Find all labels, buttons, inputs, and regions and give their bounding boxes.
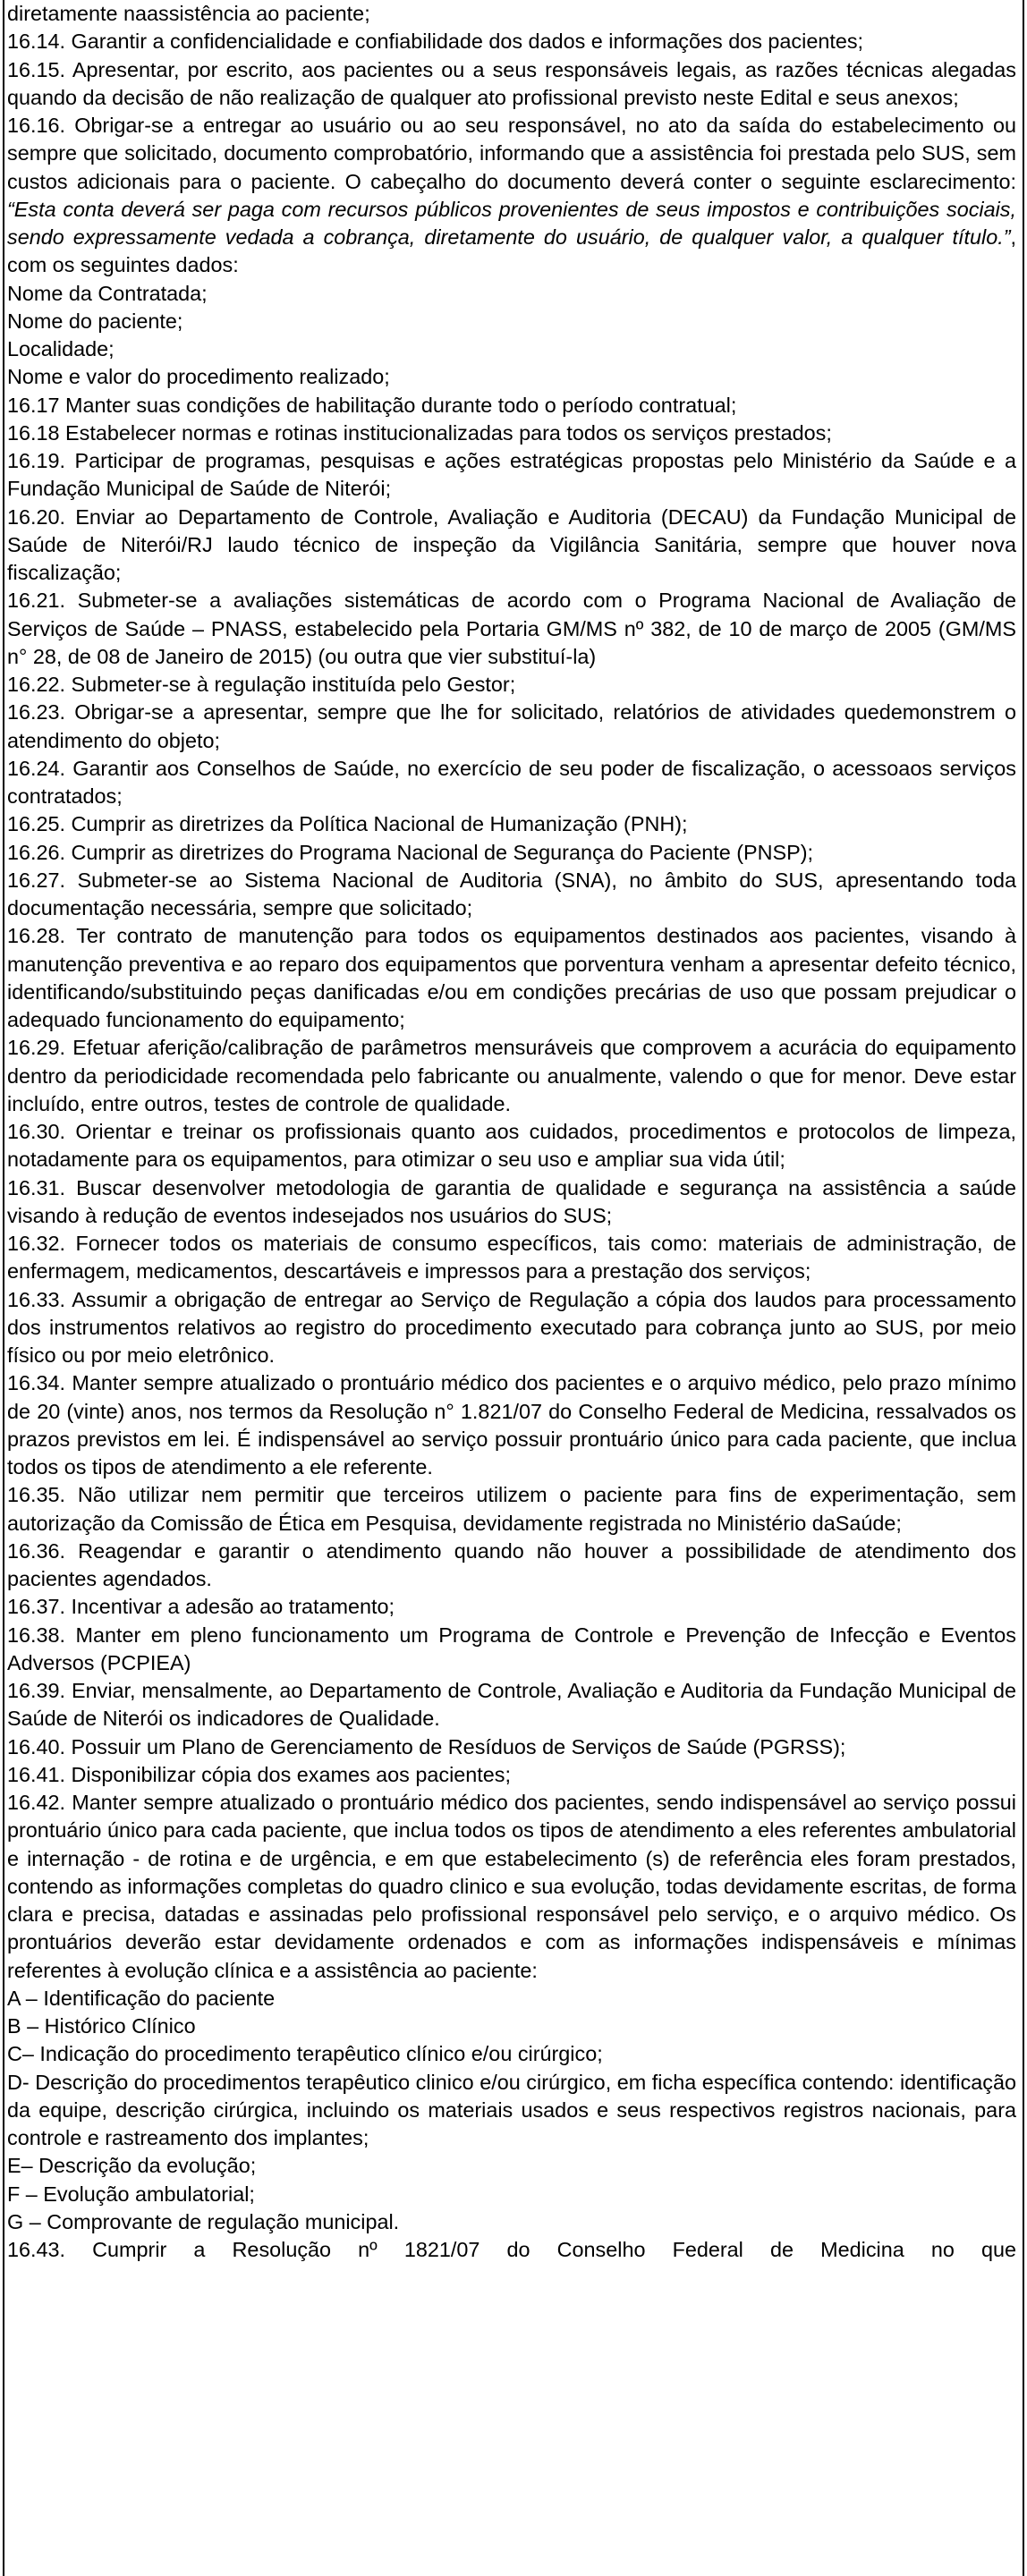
list-item-a: A – Identificação do paciente [7, 1986, 276, 2010]
paragraph-16-37: 16.37. Incentivar a adesão ao tratamento; [7, 1595, 395, 1619]
paragraph-16-38: 16.38. Manter em pleno funcionamento um Programa de Controle e Prevenção de Infecção e Eventos Adversos (PCPIEA) [7, 1623, 1016, 1674]
paragraph-intro: diretamente naassistência ao paciente; [7, 2, 370, 25]
paragraph-16-31: 16.31. Buscar desenvolver metodologia de garantia de qualidade e segurança na assistência a saúde visando à redução de eventos indesejados nos usuários do SUS; [7, 1175, 1016, 1227]
list-item-d: D- Descrição do procedimentos terapêutico clinico e/ou cirúrgico, em ficha específica contendo: identificação da equipe, descrição cirúrgica, incluindo os materiais usados e seus respectivos registros nacionais, para controle e rastreamento dos implantes; [7, 2070, 1016, 2149]
paragraph-16-25: 16.25. Cumprir as diretrizes da Política Nacional de Humanização (PNH); [7, 812, 688, 836]
paragraph-16-21: 16.21. Submeter-se a avaliações sistemáticas de acordo com o Programa Nacional de Avaliação de Serviços de Saúde – PNASS, estabelecido pela Portaria GM/MS nº 382, de 10 de março de 2005 (GM/MS n° 28, de 08 de Janeiro de 2015) (ou outra que vier substituí-la) [7, 589, 1016, 668]
paragraph-16-34: 16.34. Manter sempre atualizado o prontuário médico dos pacientes e o arquivo médico, pelo prazo mínimo de 20 (vinte) anos, nos termos da Resolução n° 1.821/07 do Conselho Federal de Medicina, ressalvados os prazos previstos em lei. É indispensável ao serviço possuir prontuário único para cada paciente, que inclua todos os tipos de atendimento a ele referente. [7, 1371, 1016, 1479]
paragraph-16-16-text: 16.16. Obrigar-se a entregar ao usuário ou ao seu responsável, no ato da saída do estabelecimento ou sempre que solicitado, documento comprobatório, informando que a assistência foi prestada pelo SUS, sem custos adicionais para o paciente. O cabeçalho do documento deverá conter o seguinte esclarecimento: [7, 114, 1016, 193]
paragraph-16-28: 16.28. Ter contrato de manutenção para todos os equipamentos destinados aos pacientes, visando à manutenção preventiva e ao reparo dos equipamentos que porventura venham a apresentar defeito técnico, identificando/substituindo peças danificadas e/ou em condições precárias de uso que possam prejudicar o adequado funcionamento do equipamento; [7, 924, 1016, 1031]
paragraph-16-40: 16.40. Possuir um Plano de Gerenciamento de Resíduos de Serviços de Saúde (PGRSS); [7, 1734, 846, 1758]
paragraph-16-15: 16.15. Apresentar, por escrito, aos pacientes ou a seus responsáveis legais, as razões técnicas alegadas quando da decisão de não realização de qualquer ato profissional previsto neste Edital e seus anexos; [7, 57, 1016, 109]
paragraph-16-20: 16.20. Enviar ao Departamento de Controle, Avaliação e Auditoria (DECAU) da Fundação Municipal de Saúde de Niterói/RJ laudo técnico de inspeção da Vigilância Sanitária, sempre que houver nova fiscalização; [7, 504, 1016, 584]
paragraph-16-42: 16.42. Manter sempre atualizado o prontuário médico dos pacientes, sendo indispensável ao serviço possui prontuário único para cada paciente, que inclua todos os tipos de atendimento a eles referentes ambulatorial e internação - de rotina e de urgência, e em que estabelecimento (s) de referência eles foram prestados, contendo as informações completas do quadro clinico e sua evolução, todas devidamente escritas, de forma clara e precisa, datadas e assinadas pelo profissional responsável pelo serviço, e o arquivo médico. Os prontuários deverão estar devidamente ordenados e com as informações indispensáveis e mínimas referentes à evolução clínica e a assistência ao paciente: [7, 1791, 1016, 1982]
field-nome-valor: Nome e valor do procedimento realizado; [7, 365, 390, 389]
paragraph-16-23: 16.23. Obrigar-se a apresentar, sempre que lhe for solicitado, relatórios de atividades quedemonstrem o atendimento do objeto; [7, 700, 1016, 752]
list-item-e: E– Descrição da evolução; [7, 2154, 257, 2178]
paragraph-16-33: 16.33. Assumir a obrigação de entregar ao Serviço de Regulação a cópia dos laudos para processamento dos instrumentos relativos ao registro do procedimento executado para cobrança junto ao SUS, por meio físico ou por meio eletrônico. [7, 1287, 1016, 1367]
paragraph-16-24: 16.24. Garantir aos Conselhos de Saúde, no exercício de seu poder de fiscalização, o acessoaos serviços contratados; [7, 756, 1016, 808]
field-nome-contratada: Nome da Contratada; [7, 281, 208, 305]
paragraph-16-39: 16.39. Enviar, mensalmente, ao Departamento de Controle, Avaliação e Auditoria da Fundação Municipal de Saúde de Niterói os indicadores de Qualidade. [7, 1679, 1016, 1731]
paragraph-16-36: 16.36. Reagendar e garantir o atendimento quando não houver a possibilidade de atendimento dos pacientes agendados. [7, 1538, 1016, 1590]
paragraph-16-35: 16.35. Não utilizar nem permitir que terceiros utilizem o paciente para fins de experimentação, sem autorização da Comissão de Ética em Pesquisa, devidamente registrada no Ministério daSaúde; [7, 1483, 1016, 1535]
paragraph-16-16-tail: , com os seguintes dados: [7, 225, 1016, 277]
list-item-b: B – Histórico Clínico [7, 2014, 196, 2038]
field-localidade: Localidade; [7, 337, 115, 360]
paragraph-16-30: 16.30. Orientar e treinar os profissionais quanto aos cuidados, procedimentos e protocolos de limpeza, notadamente para os equipamentos, para otimizar o seu uso e ampliar sua vida útil; [7, 1120, 1016, 1172]
paragraph-16-27: 16.27. Submeter-se ao Sistema Nacional de Auditoria (SNA), no âmbito do SUS, apresentando toda documentação necessária, sempre que solicitado; [7, 868, 1016, 919]
paragraph-16-18: 16.18 Estabelecer normas e rotinas institucionalizadas para todos os serviços prestados; [7, 420, 832, 445]
paragraph-16-41: 16.41. Disponibilizar cópia dos exames aos pacientes; [7, 1762, 511, 1786]
field-nome-paciente: Nome do paciente; [7, 309, 183, 333]
paragraph-16-19: 16.19. Participar de programas, pesquisas e ações estratégicas propostas pelo Ministério da Saúde e a Fundação Municipal de Saúde de Niterói; [7, 449, 1016, 501]
paragraph-16-17: 16.17 Manter suas condições de habilitação durante todo o período contratual; [7, 393, 737, 417]
paragraph-16-14: 16.14. Garantir a confidencialidade e confiabilidade dos dados e informações dos pacientes; [7, 30, 864, 54]
paragraph-16-26: 16.26. Cumprir as diretrizes do Programa Nacional de Segurança do Paciente (PNSP); [7, 840, 813, 864]
list-item-g: G – Comprovante de regulação municipal. [7, 2209, 400, 2233]
paragraph-16-32: 16.32. Fornecer todos os materiais de consumo específicos, tais como: materiais de administração, de enfermagem, medicamentos, descartáveis e impressos para a prestação dos serviços; [7, 1232, 1016, 1284]
list-item-c: C– Indicação do procedimento terapêutico clínico e/ou cirúrgico; [7, 2042, 603, 2066]
paragraph-16-29: 16.29. Efetuar aferição/calibração de parâmetros mensuráveis que comprovem a acurácia do equipamento dentro da periodicidade recomendada pelo fabricante ou anualmente, valendo o que for menor. Deve estar incluído, entre outros, testes de controle de qualidade. [7, 1036, 1016, 1115]
paragraph-16-16-quote: “Esta conta deverá ser paga com recursos públicos provenientes de seus impostos e contribuições sociais, sendo expressamente vedada a cobrança, diretamente do usuário, de qualquer valor, a qualquer título.” [7, 197, 1016, 249]
paragraph-16-43: 16.43. Cumprir a Resolução nº 1821/07 do Conselho Federal de Medicina no que [7, 2238, 1016, 2261]
paragraph-16-22: 16.22. Submeter-se à regulação instituída pelo Gestor; [7, 673, 516, 696]
list-item-f: F – Evolução ambulatorial; [7, 2182, 255, 2206]
paragraph-16-16 [7, 112, 1016, 280]
